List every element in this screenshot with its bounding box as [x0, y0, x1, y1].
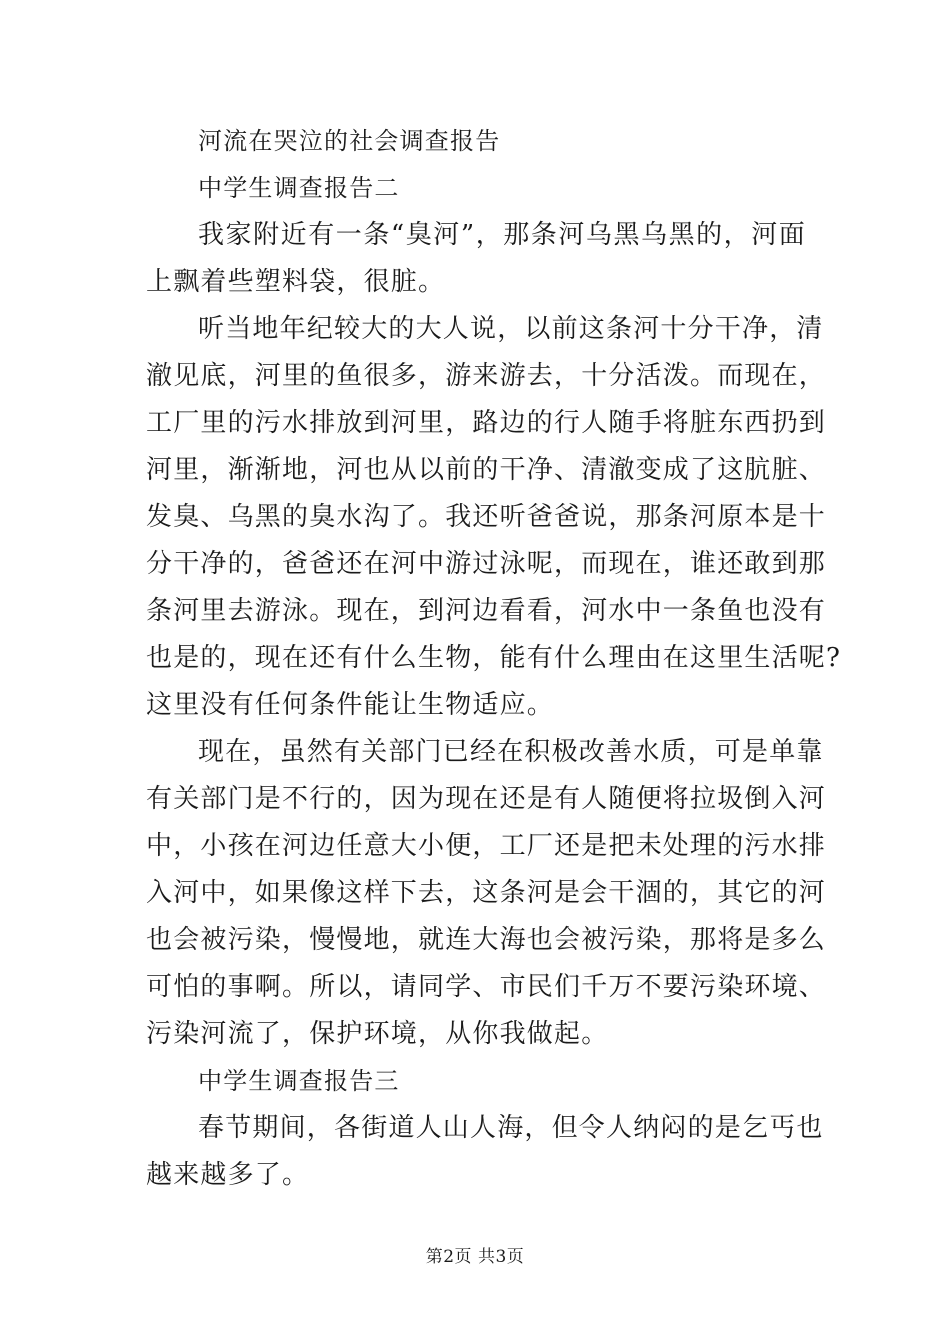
- paragraph-line: 听当地年纪较大的大人说，以前这条河十分干净，清: [198, 314, 824, 344]
- paragraph-line: 澈见底，河里的鱼很多，游来游去，十分活泼。而现在，: [146, 361, 827, 391]
- paragraph-line: 中，小孩在河边任意大小便，工厂还是把未处理的污水排: [146, 831, 827, 861]
- paragraph-line: 条河里去游泳。现在，到河边看看，河水中一条鱼也没有: [146, 596, 827, 626]
- paragraph-line: 我家附近有一条“臭河”，那条河乌黑乌黑的，河面: [198, 220, 806, 250]
- paragraph-line: 入河中，如果像这样下去，这条河是会干涸的，其它的河: [146, 878, 827, 908]
- paragraph-3: [146, 729, 827, 1058]
- paragraph-line: 也会被污染，慢慢地，就连大海也会被污染，那将是多么: [146, 925, 827, 955]
- paragraph-line: 现在，虽然有关部门已经在积极改善水质，可是单靠: [198, 737, 824, 767]
- section-heading-3: 中学生调查报告三: [198, 1067, 400, 1095]
- paragraph-line: 分干净的，爸爸还在河中游过泳呢，而现在，谁还敢到那: [146, 549, 827, 579]
- paragraph-line: 这里没有任何条件能让生物适应。: [146, 690, 555, 720]
- paragraph-line: 工厂里的污水排放到河里，路边的行人随手将脏东西扔到: [146, 408, 827, 438]
- paragraph-line: 有关部门是不行的，因为现在还是有人随便将拉圾倒入河: [146, 784, 827, 814]
- paragraph-line: 也是的，现在还有什么生物，能有什么理由在这里生活呢?: [146, 643, 842, 673]
- section-heading-2: 中学生调查报告二: [198, 174, 400, 202]
- paragraph-line: 越来越多了。: [146, 1160, 310, 1190]
- paragraph-2: [146, 306, 842, 729]
- paragraph-line: 污染河流了，保护环境，从你我做起。: [146, 1019, 609, 1049]
- paragraph-line: 发臭、乌黑的臭水沟了。我还听爸爸说，那条河原本是十: [146, 502, 827, 532]
- paragraph-line: 上飘着些塑料袋，很脏。: [146, 267, 446, 297]
- paragraph-line: 可怕的事啊。所以，请同学、市民们千万不要污染环境、: [146, 972, 827, 1002]
- paragraph-line: 河里，渐渐地，河也从以前的干净、清澈变成了这肮脏、: [146, 455, 827, 485]
- document-title: 河流在哭泣的社会调查报告: [198, 127, 501, 155]
- paragraph-4: [146, 1105, 824, 1199]
- paragraph-1: [146, 212, 806, 306]
- paragraph-line: 春节期间，各街道人山人海，但令人纳闷的是乞丐也: [198, 1113, 824, 1143]
- page-number-footer: 第2页 共3页: [425, 1247, 525, 1267]
- document-body: [146, 118, 842, 1199]
